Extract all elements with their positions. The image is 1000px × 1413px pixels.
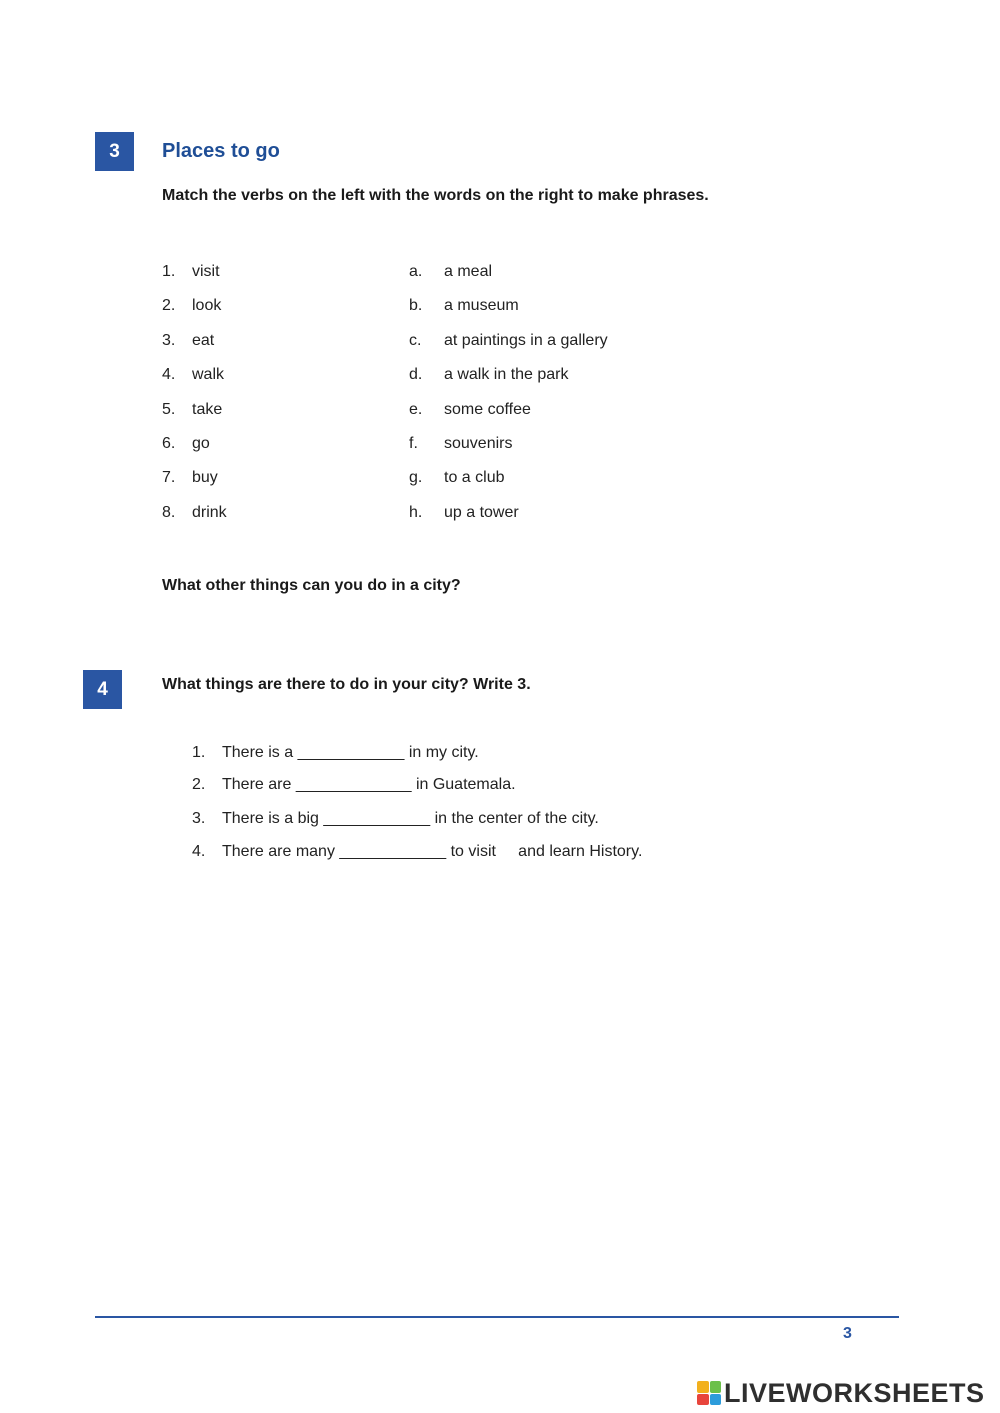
- verb-number: 2.: [162, 297, 176, 314]
- section-3-question: What other things can you do in a city?: [162, 577, 461, 594]
- section-3-title: Places to go: [162, 140, 280, 162]
- sentence-number: 1.: [192, 744, 206, 761]
- footer-divider: [95, 1316, 899, 1318]
- section-4-instruction: What things are there to do in your city? Write 3.: [162, 676, 531, 693]
- verb-text: look: [192, 297, 222, 314]
- page-number: 3: [843, 1325, 852, 1342]
- verb-number: 3.: [162, 332, 176, 349]
- verb-text: go: [192, 435, 210, 452]
- phrase-letter: e.: [409, 401, 423, 418]
- verb-number: 5.: [162, 401, 176, 418]
- phrase-item: [409, 399, 531, 421]
- verb-number: 1.: [162, 263, 176, 280]
- phrase-letter: f.: [409, 435, 418, 452]
- liveworksheets-logo: [697, 1378, 985, 1408]
- verb-item: [162, 502, 227, 524]
- phrase-letter: c.: [409, 332, 422, 349]
- phrase-text: up a tower: [444, 504, 519, 521]
- verb-item: [162, 467, 218, 489]
- verb-item: [162, 261, 220, 283]
- phrase-letter: d.: [409, 366, 423, 383]
- liveworksheets-icon: [697, 1381, 721, 1405]
- phrase-item: [409, 364, 569, 386]
- phrase-text: a museum: [444, 297, 519, 314]
- phrase-letter: h.: [409, 504, 423, 521]
- verb-item: [162, 295, 221, 317]
- phrase-text: souvenirs: [444, 435, 513, 452]
- verb-item: [162, 433, 210, 455]
- sentence-text: There is a ____________ in my city.: [222, 744, 479, 761]
- fill-in-sentence[interactable]: [192, 774, 516, 796]
- phrase-letter: b.: [409, 297, 423, 314]
- phrase-item: [409, 261, 492, 283]
- fill-in-sentence[interactable]: [192, 742, 479, 764]
- phrase-text: a walk in the park: [444, 366, 569, 383]
- section-4-number-badge: 4: [83, 670, 122, 709]
- sentence-text: There are _____________ in Guatemala.: [222, 776, 516, 793]
- sentence-number: 4.: [192, 843, 206, 860]
- liveworksheets-wordmark: LIVEWORKSHEETS: [724, 1377, 985, 1408]
- sentence-text: There are many ____________ to visit and learn History.: [222, 843, 643, 860]
- sentence-text: There is a big ____________ in the center of the city.: [222, 810, 599, 827]
- phrase-item: [409, 433, 512, 455]
- phrase-item: [409, 330, 608, 352]
- verb-number: 6.: [162, 435, 176, 452]
- verb-text: walk: [192, 366, 225, 383]
- sentence-number: 3.: [192, 810, 206, 827]
- fill-in-sentence[interactable]: [192, 841, 642, 863]
- verb-text: buy: [192, 469, 218, 486]
- phrase-text: some coffee: [444, 401, 531, 418]
- phrase-text: to a club: [444, 469, 505, 486]
- verb-item: [162, 399, 222, 421]
- phrase-letter: g.: [409, 469, 423, 486]
- section-3-number-badge: 3: [95, 132, 134, 171]
- verb-number: 7.: [162, 469, 176, 486]
- verb-number: 4.: [162, 366, 176, 383]
- verb-item: [162, 364, 224, 386]
- verb-item: [162, 330, 214, 352]
- phrase-item: [409, 467, 504, 489]
- verb-text: visit: [192, 263, 220, 280]
- verb-text: eat: [192, 332, 215, 349]
- phrase-item: [409, 502, 519, 524]
- fill-in-sentence[interactable]: [192, 808, 599, 830]
- verb-text: take: [192, 401, 223, 418]
- phrase-text: at paintings in a gallery: [444, 332, 608, 349]
- section-3-instruction: Match the verbs on the left with the words on the right to make phrases.: [162, 187, 709, 204]
- phrase-text: a meal: [444, 263, 493, 280]
- sentence-number: 2.: [192, 776, 206, 793]
- verb-text: drink: [192, 504, 227, 521]
- phrase-item: [409, 295, 519, 317]
- phrase-letter: a.: [409, 263, 423, 280]
- verb-number: 8.: [162, 504, 176, 521]
